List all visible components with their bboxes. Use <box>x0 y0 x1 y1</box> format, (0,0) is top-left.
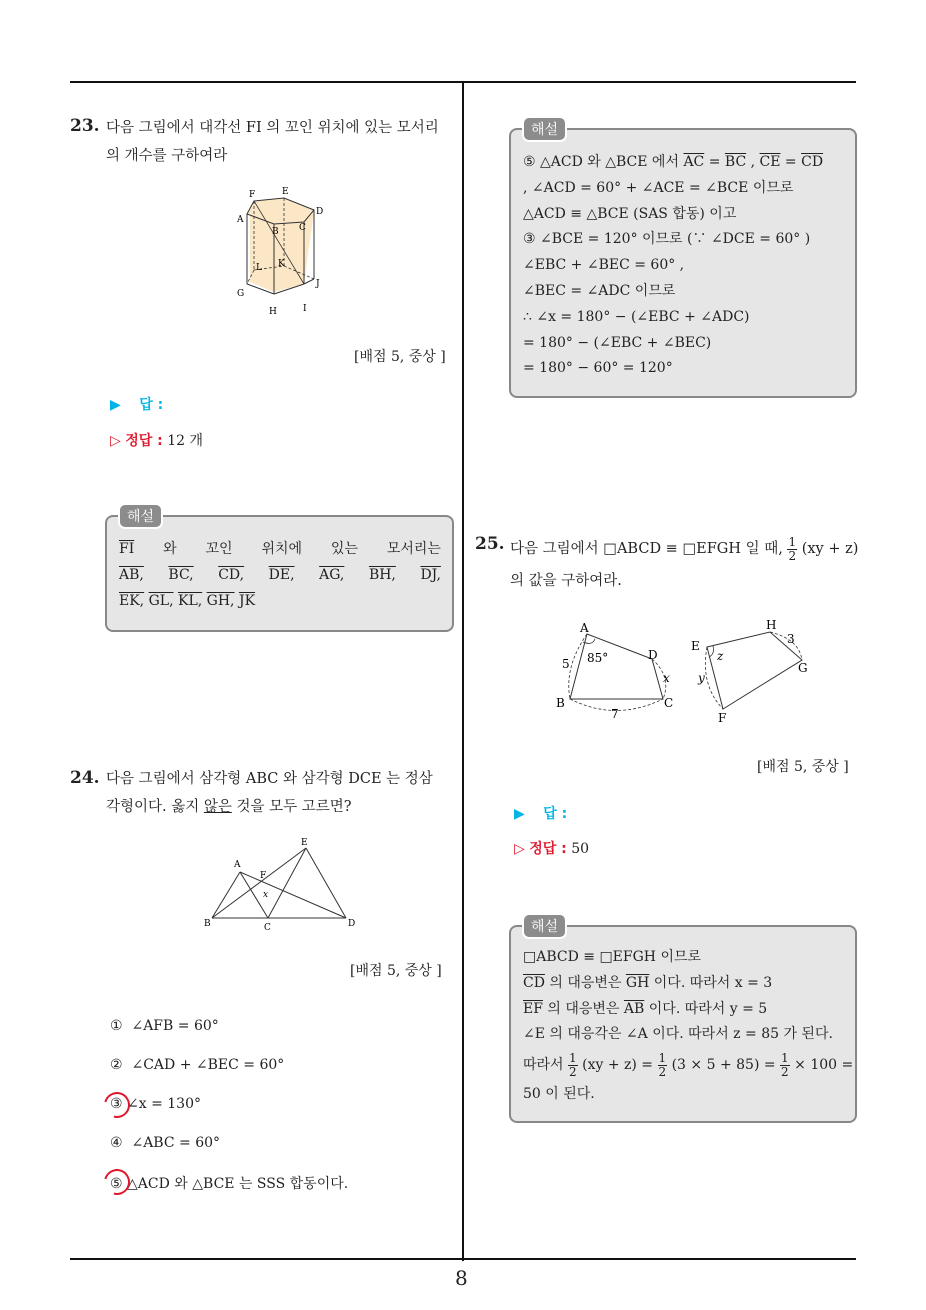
q24-option-5-mark <box>99 1164 135 1200</box>
q25-explanation-box <box>509 925 857 1123</box>
q25-answer-row <box>514 803 567 823</box>
q25-explain-line3: $\overline{EF}$ 의 대응변은 $\overline{AB}$ 이다. 따라서 y = 5 <box>523 1000 768 1017</box>
q25-explain-line4: ∠E 의 대응각은 ∠A 이다. 따라서 z = 85 가 된다. <box>523 1026 833 1043</box>
label-D: D <box>316 207 324 217</box>
label-7: 7 <box>611 707 619 721</box>
q24-text-line2: 각형이다. 옳지 않은 것을 모두 고르면? <box>106 799 352 815</box>
page-number: 8 <box>455 1266 468 1290</box>
q23-text <box>106 114 456 170</box>
q24-triangle-figure <box>200 836 365 936</box>
label-A: A <box>237 215 244 225</box>
q23-explanation-box <box>105 515 454 632</box>
label-F: F <box>249 190 256 200</box>
label-y: y <box>698 671 705 685</box>
q24-explain-line3: △ACD ≡ △BCE (SAS 합동) 이고 <box>523 205 737 222</box>
q25-explain-tag: 해설 <box>522 913 567 939</box>
label-A: A <box>234 860 241 870</box>
q23-answer-marker: ▶ <box>110 397 121 413</box>
q23-correct-marker: ▷ <box>110 433 121 449</box>
q23-prism-figure <box>232 184 332 319</box>
q25-text-line1: 다음 그림에서 □ABCD ≡ □EFGH 일 때, $\frac{1}{2}$ (xy + z) <box>510 534 859 563</box>
q24-explain-line4: ③ ∠BCE = 120° 이므로 (∵ ∠DCE = 60° ) <box>523 231 811 248</box>
q23-explain-tag: 해설 <box>118 503 163 529</box>
label-x: x <box>263 890 269 900</box>
q24-explain-line2: , ∠ACD = 60° + ∠ACE = ∠BCE 이므로 <box>523 179 794 196</box>
q24-explain-line5: ∠EBC + ∠BEC = 60° , <box>523 257 685 274</box>
q23-answer-label: 답 : <box>139 397 164 413</box>
bottom-rule <box>70 1258 856 1260</box>
label-I: I <box>303 304 307 314</box>
q24-option-3-mark <box>99 1087 135 1123</box>
q23-explain-row2: AB, BC, CD, DE, AG, BH, DJ, <box>119 566 441 583</box>
label-F: F <box>718 711 727 725</box>
label-5: 5 <box>562 657 570 671</box>
q24-explain-line9: = 180° − 60° = 120° <box>523 360 673 377</box>
q24-explain-tag: 해설 <box>522 116 567 142</box>
label-B: B <box>556 696 565 710</box>
q25-explain-line5: 따라서 $\frac{1}{2}$ (xy + z) = $\frac{1}{2}$ (3 × 5 + 85) = $\frac{1}{2}$ × 100 = <box>523 1050 854 1079</box>
label-H: H <box>269 307 277 317</box>
q25-text-line2: 의 값을 구하여라. <box>510 573 622 589</box>
q24-option-1: ① ∠AFB = 60° <box>110 1018 219 1034</box>
q25-explain-line1: □ABCD ≡ □EFGH 이므로 <box>523 949 702 965</box>
q24-option-4: ④ ∠ABC = 60° <box>110 1135 221 1151</box>
label-K: K <box>278 259 285 269</box>
q23-answer-row <box>110 394 163 414</box>
q23-number: 23. <box>70 116 100 136</box>
q23-correct-label: 정답 : <box>125 433 163 449</box>
label-H: H <box>766 618 777 632</box>
q24-text-line1: 다음 그림에서 삼각형 ABC 와 삼각형 DCE 는 정삼 <box>106 771 433 787</box>
q24-option-2: ② ∠CAD + ∠BEC = 60° <box>110 1057 285 1073</box>
q23-text-line1: 다음 그림에서 대각선 FI 의 꼬인 위치에 있는 모서리 <box>106 120 439 136</box>
q24-option-5: ⑤ △ACD 와 △BCE 는 SSS 합동이다. <box>110 1176 349 1192</box>
q25-correct-marker: ▷ <box>514 841 525 857</box>
q25-answer-marker: ▶ <box>514 806 525 822</box>
label-D: D <box>648 648 658 662</box>
label-A: A <box>580 621 589 635</box>
q25-correct-row <box>514 838 589 858</box>
label-B: B <box>272 227 279 237</box>
q23-explain-row1: $\overline{FI}$ 와 꼬인 위치에 있는 모서리는 <box>119 541 441 557</box>
q25-explain-line6: 50 이 된다. <box>523 1086 595 1103</box>
q24-text <box>106 765 456 821</box>
label-D: D <box>348 919 356 929</box>
label-E: E <box>282 187 289 197</box>
q24-meta: [배점 5, 중상 ] <box>350 963 442 979</box>
label-E: E <box>691 639 700 653</box>
label-85deg: 85° <box>587 651 609 665</box>
q25-answer-label: 답 : <box>543 806 568 822</box>
q23-correct-value: 12 개 <box>167 433 204 449</box>
label-3: 3 <box>787 632 795 646</box>
label-C: C <box>664 696 674 710</box>
label-J: J <box>316 279 320 289</box>
q25-number: 25. <box>475 534 505 554</box>
label-C: C <box>299 223 306 233</box>
q25-meta: [배점 5, 중상 ] <box>757 759 849 775</box>
label-F: F <box>260 871 267 881</box>
q25-correct-label: 정답 : <box>529 841 567 857</box>
column-divider <box>462 81 464 1261</box>
q25-explain-line2: $\overline{CD}$ 의 대응변은 $\overline{GH}$ 이다. 따라서 x = 3 <box>523 974 773 991</box>
q24-explain-line7: ∴ ∠x = 180° − (∠EBC + ∠ADC) <box>523 308 750 325</box>
q24-explain-line8: = 180° − (∠EBC + ∠BEC) <box>523 334 712 351</box>
label-z: z <box>717 649 724 663</box>
label-B: B <box>204 919 211 929</box>
q23-text-line2: 의 개수를 구하여라 <box>106 148 228 164</box>
q25-text <box>510 535 860 595</box>
q25-fraction: $\frac{1}{2}$ <box>788 534 797 563</box>
label-x: x <box>663 671 670 685</box>
q25-quadrilateral-figure <box>550 612 820 728</box>
q24-explain-line1: ⑤ △ACD 와 △BCE 에서 $\overline{AC} = \overline{BC}$ , $\overline{CE} = \overline{CD}$ <box>523 154 824 170</box>
q24-explain-line6: ∠BEC = ∠ADC 이므로 <box>523 282 676 299</box>
label-G: G <box>237 289 245 299</box>
q24-number: 24. <box>70 768 100 788</box>
q23-correct-row <box>110 430 203 450</box>
q23-explain-row3: EK, GL, KL, GH, $\overline{JK}$ <box>119 592 256 609</box>
q23-meta: [배점 5, 중상 ] <box>354 349 446 365</box>
label-C: C <box>264 923 271 933</box>
q25-correct-value: 50 <box>571 841 590 857</box>
q24-explanation-box <box>509 128 857 398</box>
label-G: G <box>798 661 808 675</box>
label-L: L <box>256 263 262 273</box>
label-E: E <box>301 838 308 848</box>
q24-option-3: ③ ∠x = 130° <box>110 1096 201 1112</box>
